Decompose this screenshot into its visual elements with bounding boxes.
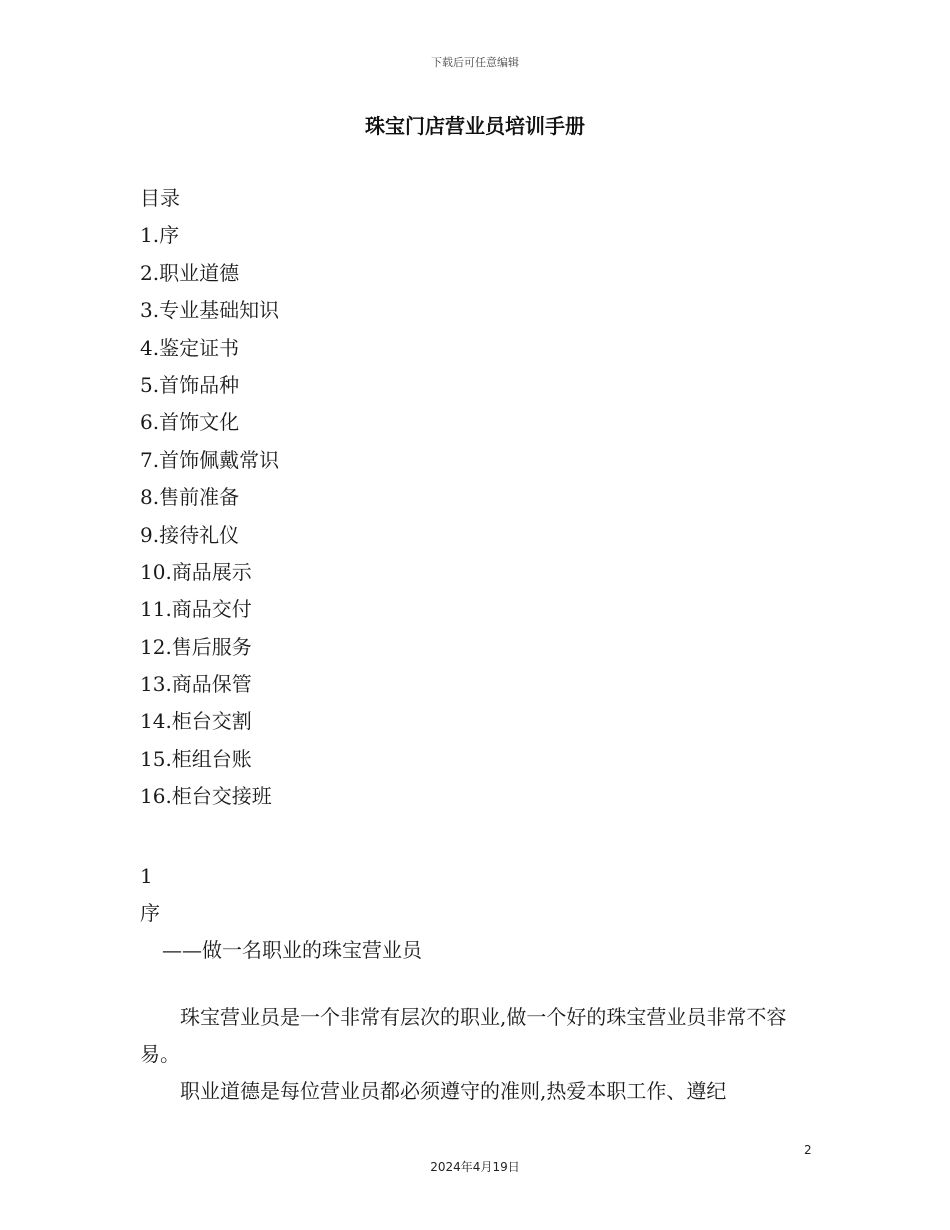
toc-item: 2.职业道德 [140, 260, 240, 285]
toc-item: 10.商品展示 [140, 559, 252, 584]
table-of-contents [140, 217, 800, 815]
section-title: 序 [140, 900, 160, 925]
toc-item: 9.接待礼仪 [140, 522, 240, 547]
body-paragraph: 珠宝营业员是一个非常有层次的职业,做一个好的珠宝营业员非常不容易。 [140, 1004, 787, 1066]
toc-item: 5.首饰品种 [140, 372, 240, 397]
toc-item: 13.商品保管 [140, 672, 252, 697]
toc-item: 16.柜台交接班 [140, 784, 272, 809]
document-title: 珠宝门店营业员培训手册 [365, 114, 585, 138]
toc-item: 14.柜台交割 [140, 709, 252, 734]
toc-item: 6.首饰文化 [140, 410, 240, 435]
footer-date: 2024年4月19日 [430, 1160, 520, 1174]
section-number: 1 [140, 863, 153, 888]
toc-item: 11.商品交付 [140, 597, 252, 622]
toc-item: 4.鉴定证书 [140, 335, 240, 360]
page-number: 2 [804, 1143, 812, 1157]
section-subtitle: ——做一名职业的珠宝营业员 [162, 937, 422, 962]
toc-item: 15.柜组台账 [140, 746, 252, 771]
document-body [140, 180, 800, 1110]
toc-item: 3.专业基础知识 [140, 298, 280, 323]
toc-item: 12.售后服务 [140, 634, 252, 659]
toc-item: 7.首饰佩戴常识 [140, 447, 280, 472]
toc-item: 8.售前准备 [140, 485, 240, 510]
page-header-note: 下载后可任意编辑 [431, 56, 519, 69]
body-paragraph: 职业道德是每位营业员都必须遵守的准则,热爱本职工作、遵纪 [180, 1078, 727, 1103]
toc-heading: 目录 [140, 186, 180, 210]
toc-item: 1.序 [140, 223, 180, 248]
